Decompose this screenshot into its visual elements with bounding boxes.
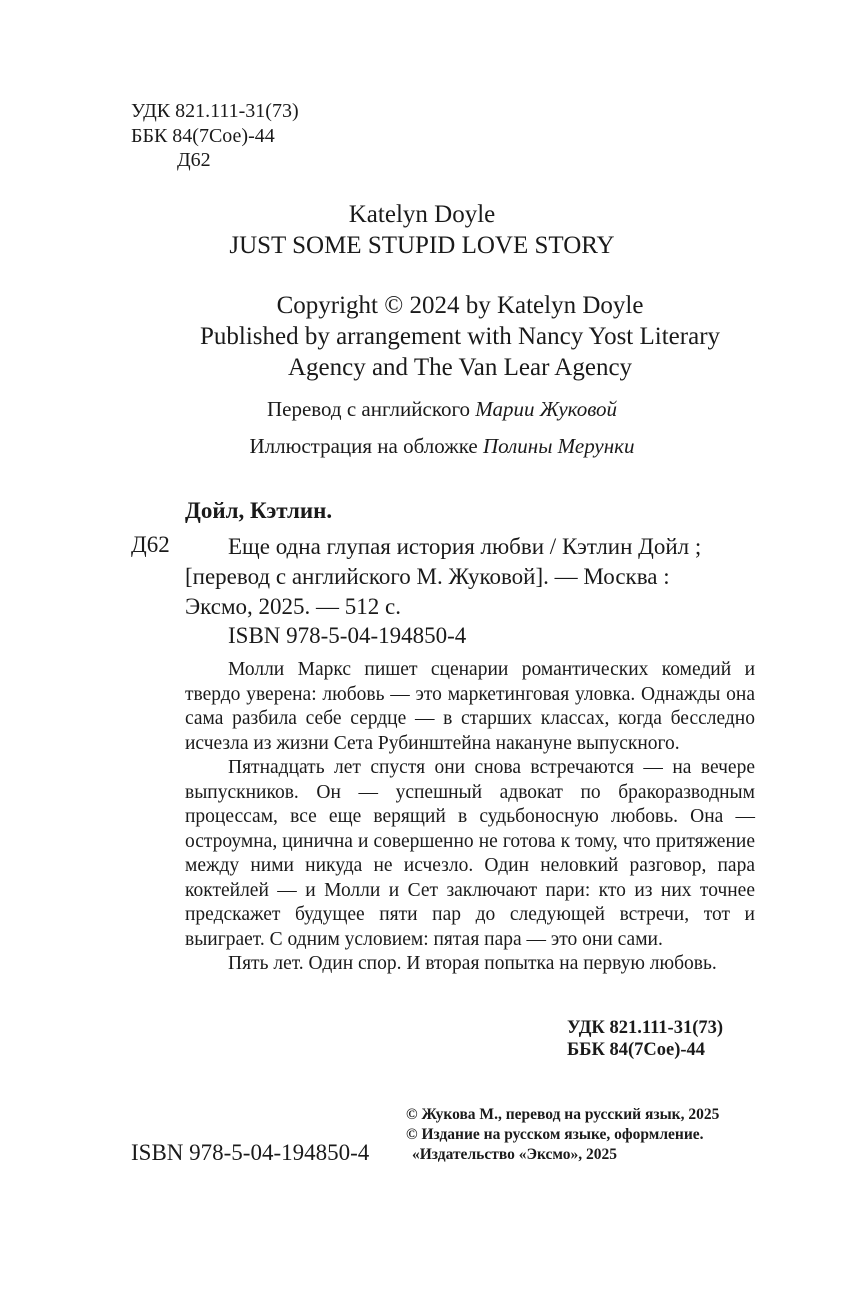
catalog-heading: Дойл, Кэтлин. — [185, 498, 333, 523]
copyright-line-2: Published by arrangement with Nancy Yost Literary — [199, 323, 721, 350]
annotation-paragraph: Пятнадцать лет спустя они снова встречаются — на вечере выпускников. Он — успешный адвокат по бракоразводным процессам, все еще верящий в судьбоносную любовь. Она — остроумна, цинична и совершенно не готова к тому, что притяжение между ними никуда не исчезло. Один неловкий разговор, пара коктейлей — и Молли и Сет заключают пари: кто из них точнее предскажет будущее пяти пар до следующей встречи, тот и выиграет. С одним условием: пятая пара — это они сами. — [185, 757, 755, 950]
biblio-line-3: Эксмо, 2025. — 512 с. — [185, 594, 402, 619]
bbk-code: ББК 84(7Сое)-44 — [131, 124, 275, 147]
rights-line-3: «Издательство «Эксмо», 2025 — [412, 1146, 618, 1163]
classification-codes — [131, 99, 299, 173]
illustration-prefix: Иллюстрация на обложке — [249, 434, 478, 458]
translation-credit — [140, 395, 744, 423]
isbn-bottom: ISBN 978-5-04-194850-4 — [131, 1140, 370, 1165]
translation-prefix: Перевод с английского — [266, 397, 471, 421]
copyright-line-1: Copyright © 2024 by Katelyn Doyle — [276, 292, 644, 319]
rights-line-2: © Издание на русском языке, оформление. — [406, 1126, 704, 1143]
bibliographic-description — [185, 532, 755, 622]
copyright-line-3: Agency and The Van Lear Agency — [287, 354, 633, 381]
annotation-paragraph: Молли Маркс пишет сценарии романтических комедий и твердо уверена: любовь — это маркетинговая уловка. Однажды она сама разбила себе сердце — в старших классах, когда бесследно исчезла из жизни Сета Рубинштейна накануне выпускного. — [185, 659, 755, 754]
annotation-paragraph: Пять лет. Один спор. И вторая попытка на первую любовь. — [228, 953, 717, 974]
illustrator-name: Полины Мерунки — [482, 434, 635, 458]
original-title: JUST SOME STUPID LOVE STORY — [229, 232, 615, 259]
translator-name: Марии Жуковой — [475, 397, 618, 421]
bbk-code-bold: ББК 84(7Сое)-44 — [567, 1040, 706, 1060]
udk-code: УДК 821.111-31(73) — [131, 100, 299, 122]
illustration-credit — [140, 432, 744, 460]
author-mark: Д62 — [177, 149, 211, 171]
biblio-line-1: Еще одна глупая история любви / Кэтлин Дойл ; — [228, 534, 702, 559]
catalog-code: Д62 — [131, 532, 170, 557]
original-title-block — [0, 199, 844, 261]
biblio-line-2: [перевод с английского М. Жуковой]. — Москва : — [185, 564, 670, 589]
catalog-isbn: ISBN 978-5-04-194850-4 — [228, 623, 467, 648]
rights-notice — [406, 1105, 719, 1165]
udk-code-bold: УДК 821.111-31(73) — [567, 1018, 724, 1038]
classification-codes-bold — [567, 1017, 723, 1061]
original-author: Katelyn Doyle — [348, 201, 496, 228]
rights-line-1: © Жукова М., перевод на русский язык, 2025 — [406, 1106, 720, 1123]
annotation — [185, 658, 755, 977]
copyright-block — [160, 290, 760, 383]
